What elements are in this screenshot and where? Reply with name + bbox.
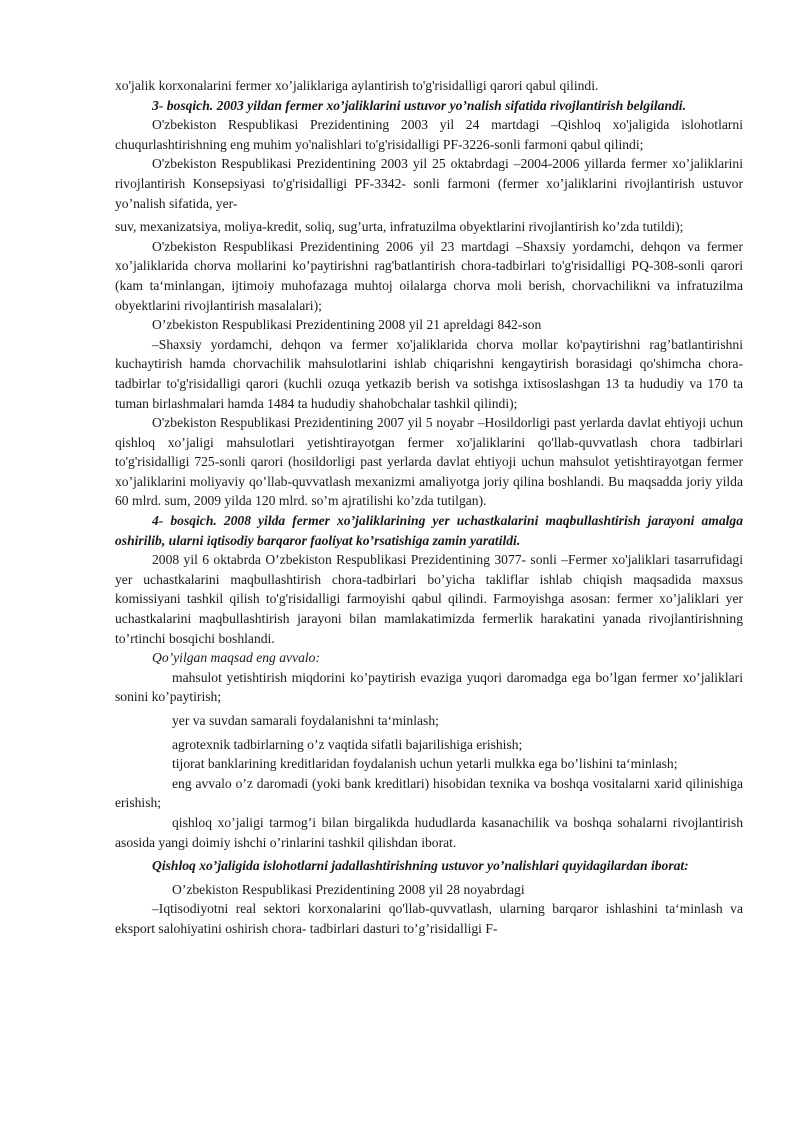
stage-4-heading: 4- bosqich. 2008 yilda fermer xo’jaliklarining yer uchastkalarini maqbullashtirish jarayoni amalga oshirilib, ularni iqtisodiy barqaror faoliyat ko’rsatishiga zamin yaratildi. [115, 513, 743, 548]
goal-item: eng avvalo o’z daromadi (yoki bank kreditlari) hisobidan texnika va boshqa vositalarni xarid qilinishiga erishish; [115, 775, 743, 811]
paragraph-resolution-2008-april: O’zbekiston Respublikasi Prezidentining 2008 yil 21 apreldagi 842-son [152, 317, 542, 333]
goal-item: tijorat banklarining kreditlaridan foydalanish uchun yetarli mulkka ega bo’lishini ta‘minlash; [172, 756, 678, 772]
paragraph-resolution-2007: O'zbekiston Respublikasi Prezidentining 2007 yil 5 noyabr –Hosildorligi past yerlarda davlat ehtiyoji uchun qishloq xo’jaligi mahsulotlari yetishtirayotgan fermer xo'jaliklarini qo'llab-quvvatlash chora tadbirlari to'g'risidalligi 725-sonli qarori (hosildorligi past yerlarda davlat ehtiyoji uchun mahsulot yetishtirayotgan fermer xo’jaliklarini moliyaviy qo’llab-quvvatlash mexanizmi amaliyotga joriy qilina boshlandi. Bu maqsadda joriy yilda 60 mlrd. sum, 2009 yilda 120 mlrd. so’m ajratilishi ko’zda tutilgan). [115, 415, 743, 509]
goal-item: qishloq xo’jaligi tarmog’i bilan birgalikda hududlarda kasanachilik va boshqa sohalarni rivojlantirish asosida yangi doimiy ishchi o’rinlarini tashkil qilishdan iborat. [115, 814, 743, 850]
paragraph-resolution-2006: O'zbekiston Respublikasi Prezidentining 2006 yil 23 martdagi –Shaxsiy yordamchi, dehqon va fermer xo’jaliklarida chorva mollarini ko’paytirishni rag'batlantirish chora-tadbirlari to'g'risidalligi PQ-308-sonli qarori (kam ta‘minlangan, ijtimoiy muhofazaga muhtoj oilalarga chorva moli berish, chorvachilikni va infratuzilma obyektlarini rivojlantirish masalalari); [115, 238, 743, 313]
goals-intro: Qo’yilgan maqsad eng avvalo: [152, 650, 320, 666]
document-page [115, 76, 743, 939]
goal-item: agrotexnik tadbirlarning o’z vaqtida sifatli bajarilishiga erishish; [172, 736, 523, 752]
paragraph-decree-2003-march: O'zbekiston Respublikasi Prezidentining 2003 yil 24 martdagi –Qishloq xo'jaligida islohotlarni chuqurlashtirishning eng muhim yo'nalishlari to'g'risidalligi PF-3226-sonli farmoni qabul qilindi; [115, 117, 743, 152]
goal-item: mahsulot yetishtirish miqdorini ko’paytirish evaziga yuqori daromadga ega bo’lgan fermer xo’jaliklari sonini ko’paytirish; [115, 669, 743, 705]
paragraph-decree-2008-november: O’zbekiston Respublikasi Prezidentining 2008 yil 28 noyabrdagi [172, 881, 525, 897]
priorities-heading: Qishloq xo’jaligida islohotlarni jadallashtirishning ustuvor yo’nalishlari quyidagilardan iborat: [152, 858, 689, 874]
stage-3-heading: 3- bosqich. 2003 yildan fermer xo’jaliklarini ustuvor yo’nalish sifatida rivojlantirish belgilandi. [152, 97, 686, 113]
paragraph-continuation: xo'jalik korxonalarini fermer xo’jaliklariga aylantirish to'g'risidalligi qarori qabul qilindi. [115, 78, 599, 93]
paragraph-resolution-2008-april-cont: –Shaxsiy yordamchi, dehqon va fermer xo'jaliklarida chorva mollar ko'paytirishni rag’batlantirishni kuchaytirish hamda chorvachilik mahsulotlarini ishlab chiqarishni kengaytirish borasidagi qo'shimcha chora-tadbirlar to'g'risidalligi qarori (kuchli ozuqa yetkazib berish va sotishga ixtisoslashgan 13 ta hududiy va 170 ta tuman birlashmalari hamda 1484 ta hududiy shahobchalar tashkil qilindi); [115, 336, 743, 411]
paragraph-decree-2008-november-cont: –Iqtisodiyotni real sektori korxonalarini qo'llab-quvvatlash, ularning barqaror ishlashini ta‘minlash va eksport salohiyatini oshirish chora- tadbirlari dasturi to’g’risidalligi F- [115, 901, 743, 936]
paragraph-decree-2003-october: O'zbekiston Respublikasi Prezidentining 2003 yil 25 oktabrdagi –2004-2006 yillarda fermer xo’jaliklarini rivojlantirish Konsepsiyasi to'g'risidalligi PF-3342- sonli farmoni (fermer xo’jaliklarini rivojlantirish ustuvor yo’nalish sifatida, yer- [115, 156, 743, 211]
goal-item: yer va suvdan samarali foydalanishni ta‘minlash; [172, 713, 439, 728]
paragraph-order-2008-october: 2008 yil 6 oktabrda O’zbekiston Respublikasi Prezidentining 3077- sonli –Fermer xo'jaliklari tasarrufidagi yer uchastkalarini maqbullashtirish chora-tadbirlari bo’yicha takliflar ishlab chiqish maqsadida maxsus komissiyani tashkil qilish to'g'risidalligi farmoyishi qabul qilindi. Farmoyishga asosan: fermer xo’jaliklari yer uchastkalarini maqbullashtirish jarayoni bilan mamlakatimizda fermerlik harakatini yanada rivojlantirishning to’rtinchi bosqichi boshlandi. [115, 552, 743, 646]
paragraph-decree-2003-october-cont: suv, mexanizatsiya, moliya-kredit, soliq, sug’urta, infratuzilma obyektlarini rivojlantirish ko’zda tutildi); [115, 219, 684, 235]
